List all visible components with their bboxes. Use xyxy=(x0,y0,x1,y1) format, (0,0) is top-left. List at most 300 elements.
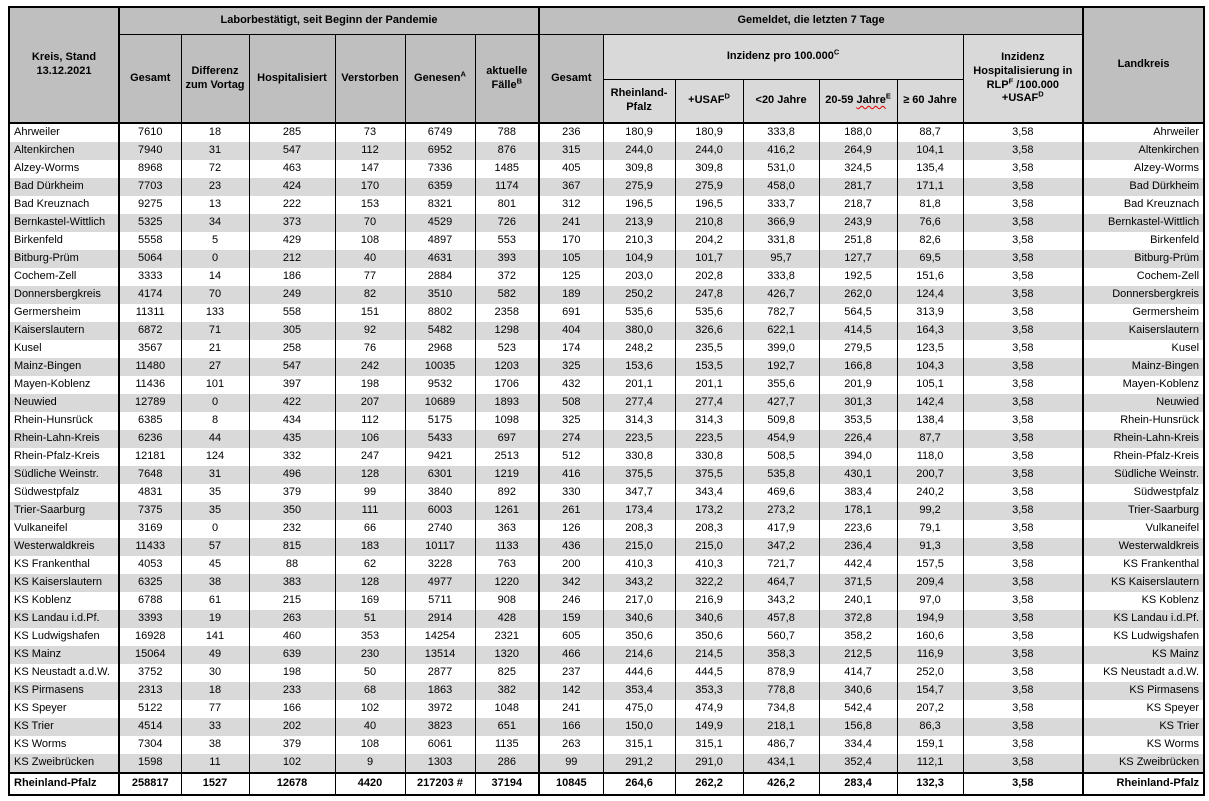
value-cell: 3,58 xyxy=(963,178,1083,196)
value-cell: 33 xyxy=(181,718,249,736)
value-cell: 169 xyxy=(335,592,405,610)
value-cell: 232 xyxy=(249,520,335,538)
value-cell: 202,8 xyxy=(675,268,743,286)
value-cell: 81,8 xyxy=(897,196,963,214)
value-cell: 0 xyxy=(181,520,249,538)
value-cell: 71 xyxy=(181,322,249,340)
value-cell: 8968 xyxy=(119,160,181,178)
value-cell: 82,6 xyxy=(897,232,963,250)
value-cell: 194,9 xyxy=(897,610,963,628)
value-cell: 264,6 xyxy=(603,773,675,795)
value-cell: 283,4 xyxy=(819,773,897,795)
landkreis-cell: Westerwaldkreis xyxy=(1083,538,1204,556)
landkreis-cell: Alzey-Worms xyxy=(1083,160,1204,178)
col-header-aktuelle-faelle: aktuelle Fälle$^B$ xyxy=(475,35,539,124)
value-cell: 358,3 xyxy=(743,646,819,664)
value-cell: 40 xyxy=(335,250,405,268)
value-cell: 180,9 xyxy=(675,123,743,142)
value-cell: 218,1 xyxy=(743,718,819,736)
value-cell: 0 xyxy=(181,250,249,268)
kreis-cell: Westerwaldkreis xyxy=(9,538,119,556)
value-cell: 3,58 xyxy=(963,466,1083,484)
landkreis-cell: Bad Dürkheim xyxy=(1083,178,1204,196)
value-cell: 353 xyxy=(335,628,405,646)
value-cell: 112,1 xyxy=(897,754,963,773)
value-cell: 340,6 xyxy=(603,610,675,628)
value-cell: 330,8 xyxy=(675,448,743,466)
landkreis-cell: Kusel xyxy=(1083,340,1204,358)
value-cell: 410,3 xyxy=(603,556,675,574)
value-cell: 366,9 xyxy=(743,214,819,232)
value-cell: 112 xyxy=(335,142,405,160)
value-cell: 2884 xyxy=(405,268,475,286)
table-row xyxy=(9,394,1204,412)
kreis-cell: Südwestpfalz xyxy=(9,484,119,502)
table-row xyxy=(9,322,1204,340)
value-cell: 1203 xyxy=(475,358,539,376)
table-row xyxy=(9,466,1204,484)
value-cell: 352,4 xyxy=(819,754,897,773)
value-cell: 3,58 xyxy=(963,448,1083,466)
group-header-gemeldet-7-tage: Gemeldet, die letzten 7 Tage xyxy=(539,7,1083,35)
value-cell: 523 xyxy=(475,340,539,358)
spellcheck-squiggle: Jahre xyxy=(856,94,886,107)
value-cell: 1174 xyxy=(475,178,539,196)
value-cell: 150,0 xyxy=(603,718,675,736)
kreis-cell: Rheinland-Pfalz xyxy=(9,773,119,795)
value-cell: 3,58 xyxy=(963,773,1083,795)
value-cell: 4831 xyxy=(119,484,181,502)
value-cell: 261 xyxy=(539,502,603,520)
value-cell: 128 xyxy=(335,466,405,484)
value-cell: 223,5 xyxy=(675,430,743,448)
landkreis-cell: KS Kaiserslautern xyxy=(1083,574,1204,592)
landkreis-cell: Rheinland-Pfalz xyxy=(1083,773,1204,795)
table-row xyxy=(9,520,1204,538)
value-cell: 5122 xyxy=(119,700,181,718)
value-cell: 188,0 xyxy=(819,123,897,142)
value-cell: 5433 xyxy=(405,430,475,448)
value-cell: 50 xyxy=(335,664,405,682)
value-cell: 5175 xyxy=(405,412,475,430)
landkreis-cell: Ahrweiler xyxy=(1083,123,1204,142)
value-cell: 108 xyxy=(335,232,405,250)
landkreis-cell: Rhein-Pfalz-Kreis xyxy=(1083,448,1204,466)
value-cell: 582 xyxy=(475,286,539,304)
value-cell: 426,2 xyxy=(743,773,819,795)
value-cell: 1527 xyxy=(181,773,249,795)
value-cell: 432 xyxy=(539,376,603,394)
value-cell: 2914 xyxy=(405,610,475,628)
value-cell: 212 xyxy=(249,250,335,268)
value-cell: 207,2 xyxy=(897,700,963,718)
landkreis-cell: KS Koblenz xyxy=(1083,592,1204,610)
landkreis-cell: Rhein-Lahn-Kreis xyxy=(1083,430,1204,448)
value-cell: 340,6 xyxy=(675,610,743,628)
kreis-cell: Bad Dürkheim xyxy=(9,178,119,196)
value-cell: 202 xyxy=(249,718,335,736)
value-cell: 262,2 xyxy=(675,773,743,795)
value-cell: 4053 xyxy=(119,556,181,574)
value-cell: 279,5 xyxy=(819,340,897,358)
value-cell: 38 xyxy=(181,736,249,754)
value-cell: 236 xyxy=(539,123,603,142)
value-cell: 217,0 xyxy=(603,592,675,610)
table-row xyxy=(9,250,1204,268)
value-cell: 226,4 xyxy=(819,430,897,448)
value-cell: 892 xyxy=(475,484,539,502)
value-cell: 142 xyxy=(539,682,603,700)
value-cell: 7375 xyxy=(119,502,181,520)
value-cell: 463 xyxy=(249,160,335,178)
col-header-inzidenz-unter-20: <20 Jahre xyxy=(743,80,819,124)
value-cell: 417,9 xyxy=(743,520,819,538)
value-cell: 258817 xyxy=(119,773,181,795)
value-cell: 8802 xyxy=(405,304,475,322)
value-cell: 3,58 xyxy=(963,628,1083,646)
value-cell: 203,0 xyxy=(603,268,675,286)
value-cell: 2358 xyxy=(475,304,539,322)
value-cell: 154,7 xyxy=(897,682,963,700)
table-row xyxy=(9,610,1204,628)
landkreis-cell: KS Worms xyxy=(1083,736,1204,754)
value-cell: 31 xyxy=(181,466,249,484)
value-cell: 313,9 xyxy=(897,304,963,322)
value-cell: 183 xyxy=(335,538,405,556)
footnote-c: C xyxy=(833,47,840,57)
value-cell: 160,6 xyxy=(897,628,963,646)
value-cell: 6872 xyxy=(119,322,181,340)
value-cell: 66 xyxy=(335,520,405,538)
landkreis-cell: KS Neustadt a.d.W. xyxy=(1083,664,1204,682)
value-cell: 106 xyxy=(335,430,405,448)
value-cell: 9275 xyxy=(119,196,181,214)
value-cell: 69,5 xyxy=(897,250,963,268)
value-cell: 3,58 xyxy=(963,286,1083,304)
value-cell: 3840 xyxy=(405,484,475,502)
landkreis-cell: Cochem-Zell xyxy=(1083,268,1204,286)
value-cell: 454,9 xyxy=(743,430,819,448)
value-cell: 315 xyxy=(539,142,603,160)
value-cell: 7304 xyxy=(119,736,181,754)
value-cell: 207 xyxy=(335,394,405,412)
value-cell: 340,6 xyxy=(819,682,897,700)
value-cell: 325 xyxy=(539,412,603,430)
value-cell: 6236 xyxy=(119,430,181,448)
value-cell: 88 xyxy=(249,556,335,574)
value-cell: 6952 xyxy=(405,142,475,160)
value-cell: 367 xyxy=(539,178,603,196)
value-cell: 285 xyxy=(249,123,335,142)
value-cell: 264,9 xyxy=(819,142,897,160)
value-cell: 118,0 xyxy=(897,448,963,466)
value-cell: 11311 xyxy=(119,304,181,322)
value-cell: 102 xyxy=(335,700,405,718)
value-cell: 3,58 xyxy=(963,700,1083,718)
value-cell: 6061 xyxy=(405,736,475,754)
value-cell: 263 xyxy=(539,736,603,754)
kreis-cell: Kaiserslautern xyxy=(9,322,119,340)
value-cell: 19 xyxy=(181,610,249,628)
value-cell: 372,8 xyxy=(819,610,897,628)
value-cell: 101,7 xyxy=(675,250,743,268)
value-cell: 135,4 xyxy=(897,160,963,178)
value-cell: 3,58 xyxy=(963,142,1083,160)
value-cell: 305 xyxy=(249,322,335,340)
value-cell: 11 xyxy=(181,754,249,773)
value-cell: 1098 xyxy=(475,412,539,430)
value-cell: 11433 xyxy=(119,538,181,556)
value-cell: 535,8 xyxy=(743,466,819,484)
value-cell: 334,4 xyxy=(819,736,897,754)
kreis-cell: KS Mainz xyxy=(9,646,119,664)
value-cell: 166 xyxy=(539,718,603,736)
value-cell: 379 xyxy=(249,736,335,754)
kreis-cell: Ahrweiler xyxy=(9,123,119,142)
value-cell: 132,3 xyxy=(897,773,963,795)
value-cell: 763 xyxy=(475,556,539,574)
table-row xyxy=(9,304,1204,322)
value-cell: 5711 xyxy=(405,592,475,610)
table-row xyxy=(9,592,1204,610)
value-cell: 147 xyxy=(335,160,405,178)
value-cell: 3,58 xyxy=(963,394,1083,412)
table-row xyxy=(9,628,1204,646)
footnote-d2: D xyxy=(1038,89,1044,99)
value-cell: 286 xyxy=(475,754,539,773)
value-cell: 23 xyxy=(181,178,249,196)
table-row xyxy=(9,502,1204,520)
value-cell: 3,58 xyxy=(963,682,1083,700)
value-cell: 382 xyxy=(475,682,539,700)
value-cell: 104,1 xyxy=(897,142,963,160)
value-cell: 243,9 xyxy=(819,214,897,232)
table-row xyxy=(9,664,1204,682)
value-cell: 97,0 xyxy=(897,592,963,610)
value-cell: 249 xyxy=(249,286,335,304)
value-cell: 210,3 xyxy=(603,232,675,250)
table-row xyxy=(9,340,1204,358)
value-cell: 3,58 xyxy=(963,322,1083,340)
value-cell: 247 xyxy=(335,448,405,466)
value-cell: 343,2 xyxy=(603,574,675,592)
value-cell: 1303 xyxy=(405,754,475,773)
value-cell: 3,58 xyxy=(963,610,1083,628)
value-cell: 353,3 xyxy=(675,682,743,700)
value-cell: 208,3 xyxy=(675,520,743,538)
value-cell: 116,9 xyxy=(897,646,963,664)
value-cell: 464,7 xyxy=(743,574,819,592)
table-row xyxy=(9,123,1204,142)
value-cell: 496 xyxy=(249,466,335,484)
value-cell: 426,7 xyxy=(743,286,819,304)
value-cell: 196,5 xyxy=(603,196,675,214)
value-cell: 815 xyxy=(249,538,335,556)
value-cell: 34 xyxy=(181,214,249,232)
value-cell: 3823 xyxy=(405,718,475,736)
value-cell: 3567 xyxy=(119,340,181,358)
value-cell: 7648 xyxy=(119,466,181,484)
value-cell: 6788 xyxy=(119,592,181,610)
value-cell: 138,4 xyxy=(897,412,963,430)
value-cell: 9532 xyxy=(405,376,475,394)
value-cell: 435 xyxy=(249,430,335,448)
table-row xyxy=(9,430,1204,448)
footnote-b: B xyxy=(516,75,523,85)
table-row xyxy=(9,646,1204,664)
table-row xyxy=(9,700,1204,718)
col-header-inzidenz-hospitalisierung: Inzidenz Hospitalisierung in $RLP^F$ $/100.000 +USAF^D$ xyxy=(963,35,1083,124)
landkreis-cell: KS Speyer xyxy=(1083,700,1204,718)
value-cell: 240,2 xyxy=(897,484,963,502)
value-cell: 262,0 xyxy=(819,286,897,304)
value-cell: 79,1 xyxy=(897,520,963,538)
value-cell: 12181 xyxy=(119,448,181,466)
kreis-cell: Mayen-Koblenz xyxy=(9,376,119,394)
kreis-cell: Neuwied xyxy=(9,394,119,412)
value-cell: 209,4 xyxy=(897,574,963,592)
kreis-cell: Vulkaneifel xyxy=(9,520,119,538)
value-cell: 3,58 xyxy=(963,574,1083,592)
kreis-cell: Trier-Saarburg xyxy=(9,502,119,520)
value-cell: 88,7 xyxy=(897,123,963,142)
value-cell: 99,2 xyxy=(897,502,963,520)
landkreis-cell: Bernkastel-Wittlich xyxy=(1083,214,1204,232)
value-cell: 3,58 xyxy=(963,538,1083,556)
value-cell: 77 xyxy=(335,268,405,286)
value-cell: 192,5 xyxy=(819,268,897,286)
value-cell: 697 xyxy=(475,430,539,448)
value-cell: 7336 xyxy=(405,160,475,178)
value-cell: 108 xyxy=(335,736,405,754)
value-cell: 3752 xyxy=(119,664,181,682)
value-cell: 35 xyxy=(181,502,249,520)
kreis-cell: Birkenfeld xyxy=(9,232,119,250)
table-row xyxy=(9,358,1204,376)
value-cell: 778,8 xyxy=(743,682,819,700)
value-cell: 458,0 xyxy=(743,178,819,196)
value-cell: 91,3 xyxy=(897,538,963,556)
value-cell: 326,6 xyxy=(675,322,743,340)
value-cell: 124 xyxy=(181,448,249,466)
value-cell: 353,5 xyxy=(819,412,897,430)
value-cell: 399,0 xyxy=(743,340,819,358)
value-cell: 876 xyxy=(475,142,539,160)
value-cell: 347,2 xyxy=(743,538,819,556)
value-cell: 277,4 xyxy=(675,394,743,412)
landkreis-cell: KS Frankenthal xyxy=(1083,556,1204,574)
header-row-groups xyxy=(9,7,1204,35)
value-cell: 825 xyxy=(475,664,539,682)
value-cell: 3,58 xyxy=(963,520,1083,538)
value-cell: 350 xyxy=(249,502,335,520)
landkreis-cell: KS Trier xyxy=(1083,718,1204,736)
value-cell: 11436 xyxy=(119,376,181,394)
value-cell: 383 xyxy=(249,574,335,592)
value-cell: 442,4 xyxy=(819,556,897,574)
value-cell: 87,7 xyxy=(897,430,963,448)
value-cell: 309,8 xyxy=(603,160,675,178)
value-cell: 273,2 xyxy=(743,502,819,520)
value-cell: 372 xyxy=(475,268,539,286)
value-cell: 560,7 xyxy=(743,628,819,646)
covid-statistics-table xyxy=(8,6,1205,796)
value-cell: 508,5 xyxy=(743,448,819,466)
value-cell: 331,8 xyxy=(743,232,819,250)
footnote-e: E xyxy=(885,91,891,101)
table-row xyxy=(9,754,1204,773)
value-cell: 30 xyxy=(181,664,249,682)
value-cell: 6749 xyxy=(405,123,475,142)
value-cell: 164,3 xyxy=(897,322,963,340)
value-cell: 375,5 xyxy=(675,466,743,484)
table-row xyxy=(9,448,1204,466)
table-row xyxy=(9,574,1204,592)
group-header-inzidenz-pro-100000: Inzidenz pro $100.000^C$ xyxy=(603,35,963,80)
value-cell: 651 xyxy=(475,718,539,736)
value-cell: 18 xyxy=(181,682,249,700)
value-cell: 124,4 xyxy=(897,286,963,304)
value-cell: 1320 xyxy=(475,646,539,664)
value-cell: 14254 xyxy=(405,628,475,646)
value-cell: 204,2 xyxy=(675,232,743,250)
col-header-verstorben: Verstorben xyxy=(335,35,405,124)
value-cell: 62 xyxy=(335,556,405,574)
value-cell: 13 xyxy=(181,196,249,214)
value-cell: 258 xyxy=(249,340,335,358)
value-cell: 3,58 xyxy=(963,592,1083,610)
value-cell: 1863 xyxy=(405,682,475,700)
value-cell: 6301 xyxy=(405,466,475,484)
table-row xyxy=(9,484,1204,502)
value-cell: 558 xyxy=(249,304,335,322)
value-cell: 112 xyxy=(335,412,405,430)
landkreis-cell: Trier-Saarburg xyxy=(1083,502,1204,520)
value-cell: 1219 xyxy=(475,466,539,484)
value-cell: 3,58 xyxy=(963,412,1083,430)
footnote-f: F xyxy=(1008,75,1014,85)
value-cell: 5064 xyxy=(119,250,181,268)
col-header-landkreis: Landkreis xyxy=(1083,7,1204,123)
kreis-cell: Rhein-Hunsrück xyxy=(9,412,119,430)
value-cell: 343,4 xyxy=(675,484,743,502)
value-cell: 242 xyxy=(335,358,405,376)
value-cell: 315,1 xyxy=(603,736,675,754)
value-cell: 151,6 xyxy=(897,268,963,286)
table-row xyxy=(9,142,1204,160)
value-cell: 10035 xyxy=(405,358,475,376)
value-cell: 3,58 xyxy=(963,736,1083,754)
value-cell: 428 xyxy=(475,610,539,628)
value-cell: 605 xyxy=(539,628,603,646)
value-cell: 246 xyxy=(539,592,603,610)
value-cell: 5482 xyxy=(405,322,475,340)
value-cell: 99 xyxy=(335,484,405,502)
col-header-gesamt-pandemie: Gesamt xyxy=(119,35,181,124)
value-cell: 38 xyxy=(181,574,249,592)
value-cell: 275,9 xyxy=(603,178,675,196)
value-cell: 14 xyxy=(181,268,249,286)
value-cell: 721,7 xyxy=(743,556,819,574)
value-cell: 37194 xyxy=(475,773,539,795)
table-row xyxy=(9,286,1204,304)
col-header-inzidenz-20-59: 20-59 Jahre$^E$ xyxy=(819,80,897,124)
value-cell: 51 xyxy=(335,610,405,628)
value-cell: 153,5 xyxy=(675,358,743,376)
value-cell: 3,58 xyxy=(963,340,1083,358)
value-cell: 353,4 xyxy=(603,682,675,700)
value-cell: 312 xyxy=(539,196,603,214)
